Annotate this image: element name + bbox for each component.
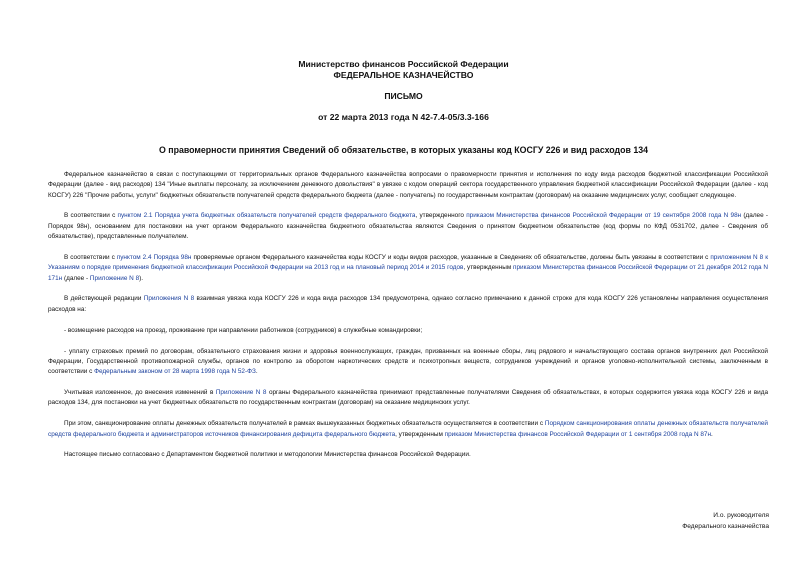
text-span: ).	[139, 274, 144, 282]
signature-organization: Федерального казначейства	[682, 523, 769, 530]
paragraph-current-edition	[48, 294, 768, 315]
paragraph-codes-check	[48, 253, 768, 284]
paragraph-list-item-travel: - возмещение расходов на проезд, проживание при направлении работников (сотрудников) в служебные командировки;	[64, 326, 423, 334]
text-span: , утвержденным	[395, 430, 445, 438]
text-span: взаимная увязка кода КОСГУ 226 и кода вида расходов 134 предусмотрена, однако согласно примечанию к данной строке для кода КОСГУ 226 установлены направления осуществления расходов на:	[48, 295, 769, 313]
link-appendix-8[interactable]: Приложение N 8	[89, 274, 140, 282]
ministry-name: Министерство финансов Российской Федерации	[298, 59, 509, 69]
link-appendix-8[interactable]: Приложение N 8	[215, 389, 267, 397]
paragraph-agreement: Настоящее письмо согласовано с Департаментом бюджетной политики и методологии Министерства финансов Российской Федерации.	[64, 451, 471, 459]
text-span: (далее - Порядок 98н), основанием для постановки на учет органом Федерального казначейства бюджетного обязательства являются Сведения о принятом бюджетном обязательстве (код формы по КФД 0531702, далее - Сведения об обязательстве), представленные получателем.	[48, 212, 769, 241]
link-sanctioning-procedure[interactable]: Порядком санкционирования оплаты денежных обязательств получателей средств федерального бюджета и администраторов источников финансирования дефицита федерального бюджета	[48, 420, 768, 438]
paragraph-sanctioning	[48, 419, 768, 440]
text-span: , утвержденным	[463, 264, 514, 272]
text-span: В действующей редакции	[64, 295, 144, 303]
paragraph-basis	[48, 211, 768, 242]
text-span: В соответствии с	[64, 212, 118, 220]
paragraph-list-item-insurance	[48, 347, 768, 378]
link-appendix-8[interactable]: Приложения N 8	[143, 295, 195, 303]
link-item-2-1-order[interactable]: пунктом 2.1 Порядка учета бюджетных обязательств получателей средств федерального бюджета	[117, 212, 416, 220]
text-span: - уплату страховых премий по договорам, обязательного страхования жизни и здоровья военнослужащих, граждан, призванных на военные сборы, лиц рядового и начальствующего состава органов внутренних дел Российской Федерации, Государственной противопожарной службы, органов по контролю за оборотом наркотических средств и психотропных веществ, сотрудников учреждений и органов уголовно-исполнительной системы, заключенным в соответствии с	[48, 347, 768, 376]
link-item-2-4-order[interactable]: пунктом 2.4 Порядка 98н	[116, 253, 192, 261]
treasury-name: ФЕДЕРАЛЬНОЕ КАЗНАЧЕЙСТВО	[333, 70, 474, 80]
document-title: О правомерности принятия Сведений об обязательстве, в которых указаны код КОСГУ 226 и вид расходов 134	[158, 145, 649, 155]
signature-position: И.о. руководителя	[713, 512, 769, 519]
document-date-number: от 22 марта 2013 года N 42-7.4-05/3.3-166	[318, 112, 489, 122]
link-order-98n[interactable]: приказом Министерства финансов Российской Федерации от 19 сентября 2008 года N 98н	[466, 212, 742, 220]
text-span: При этом, санкционирование оплаты денежных обязательств получателей в рамках вышеуказанных бюджетных обязательств осуществляется в соответствии с	[64, 420, 545, 428]
document-body	[48, 170, 768, 471]
link-order-87n[interactable]: приказом Министерства финансов Российской Федерации от 1 сентября 2008 года N 87н	[444, 430, 711, 438]
text-span: В соответствии с	[64, 253, 117, 261]
text-span: (далее -	[62, 274, 90, 282]
text-span: .	[711, 430, 713, 438]
text-span: Учитывая изложенное, до внесения изменений в	[64, 389, 216, 397]
link-order-171n[interactable]: приказом Министерства финансов Российской Федерации от 21 декабря 2012 года N 171н	[48, 264, 769, 282]
paragraph-intro: Федеральное казначейство в связи с поступающими от территориальных органов Федерального казначейства вопросами о правомерности принятия и исполнения по коду вида расходов бюджетной классификации Российской Федерации (далее - вид расходов) 134 "Иные выплаты персоналу, за исключением денежного довольствия" в увязке с кодом операций сектора государственного управления бюджетной классификации Российской Федерации (далее - код КОСГУ) 226 "Прочие работы, услуги" бюджетных обязательств получателей средств федерального бюджета (далее - получатель) по государственным контрактам (договорам) на оказание медицинских услуг, сообщает следующее.	[48, 171, 768, 199]
paragraph-conclusion	[48, 388, 768, 409]
text-span: органы Федерального казначейства принимают представленные получателями Сведения об обязательствах, в которых содержится увязка кода КОСГУ 226 и вида расходов 134, для постановки на учет бюджетных обязательств по государственным контрактам (договорам) на оказание медицинских услуг.	[48, 389, 768, 407]
document-type: ПИСЬМО	[384, 91, 423, 101]
text-span: , утвержденного	[415, 212, 467, 220]
link-appendix-8-instructions[interactable]: приложением N 8 к Указаниям о порядке применения бюджетной классификации Российской Федерации на 2013 год и на плановый период 2014 и 2015 годов	[48, 253, 769, 272]
text-span: проверяемые органом Федерального казначейства коды КОСГУ и коды видов расходов, указанные в Сведениях об обязательстве, должны быть увязаны в соответствии с	[191, 253, 711, 261]
link-federal-law-52fz[interactable]: Федеральным законом от 28 марта 1998 года N 52-ФЗ	[94, 368, 256, 376]
text-span: .	[255, 368, 258, 376]
